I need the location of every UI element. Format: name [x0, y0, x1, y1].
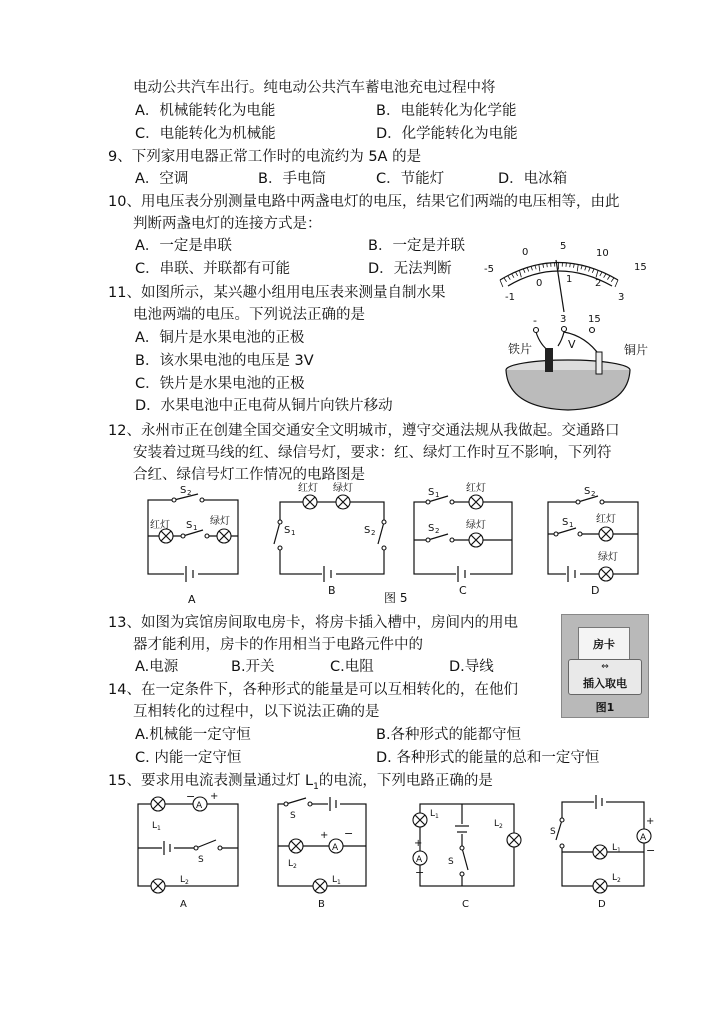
- svg-text:A: A: [332, 843, 339, 853]
- svg-text:−: −: [415, 866, 425, 879]
- svg-text:L: L: [494, 819, 500, 829]
- room-card-photo: [561, 614, 649, 718]
- scale-tick: [500, 280, 503, 287]
- scale-tick: [611, 278, 614, 282]
- svg-text:S: S: [364, 525, 371, 536]
- svg-text:1: 1: [435, 491, 440, 499]
- svg-text:1: 1: [193, 524, 198, 532]
- svg-text:2: 2: [371, 529, 376, 537]
- svg-text:S: S: [562, 517, 569, 528]
- svg-text:L: L: [332, 875, 338, 885]
- q8-stem: 电动公共汽车出行。纯电动公共汽车蓄电池充电过程中将: [133, 80, 496, 96]
- q8-option-d[interactable]: D．化学能转化为电能: [376, 126, 518, 142]
- svg-text:绿灯: 绿灯: [466, 520, 486, 531]
- q14-option-a[interactable]: A.机械能一定守恒: [135, 727, 251, 743]
- q9-option-b[interactable]: B．手电筒: [258, 171, 326, 187]
- scale-tick: [519, 270, 521, 277]
- scale-inner-4: 3: [618, 292, 625, 303]
- voltmeter-figure: [478, 240, 658, 415]
- figure-1-caption: 图1: [595, 701, 615, 714]
- svg-text:S: S: [284, 525, 291, 536]
- q13-option-b[interactable]: B.开关: [231, 659, 275, 675]
- q9-stem: 9、下列家用电器正常工作时的电流约为 5A 的是: [108, 149, 422, 165]
- figure-5-caption: 图 5: [384, 591, 408, 605]
- q14-stem-line1: 14、在一定条件下，各种形式的能量是可以互相转化的，在他们: [108, 682, 518, 698]
- svg-text:L: L: [152, 821, 158, 831]
- svg-text:−: −: [186, 790, 196, 803]
- svg-text:B: B: [328, 584, 336, 597]
- svg-text:A: A: [188, 593, 196, 606]
- scale-tick: [527, 267, 529, 271]
- terminal-3: 3: [560, 314, 567, 325]
- scale-tick: [543, 264, 544, 268]
- iron-plate: [545, 348, 553, 372]
- scale-tick: [547, 263, 548, 267]
- scale-tick: [581, 265, 582, 269]
- svg-text:绿灯: 绿灯: [333, 483, 353, 494]
- svg-text:A: A: [416, 855, 423, 865]
- q12-stem-line3: 合红、绿信号灯工作情况的电路图是: [133, 467, 365, 483]
- circuit-15-b: [278, 797, 366, 910]
- q9-option-c[interactable]: C．节能灯: [376, 171, 445, 187]
- svg-text:S: S: [290, 811, 296, 821]
- circuit-12-b: [274, 481, 390, 597]
- q12-stem-line2: 安装着过斑马线的红、绿信号灯，要求：红、绿灯工作时互不影响，下列符: [133, 445, 612, 461]
- scale-tick: [570, 263, 571, 267]
- scale-tick: [607, 276, 610, 280]
- svg-text:2: 2: [185, 879, 189, 886]
- meter-needle: [556, 260, 564, 312]
- svg-text:S: S: [180, 485, 187, 496]
- scale-tick: [539, 264, 540, 271]
- card-slot: ⇔ 插入取电: [568, 659, 642, 695]
- svg-text:A: A: [640, 833, 647, 843]
- q9-option-a[interactable]: A．空调: [135, 171, 189, 187]
- circuit-12-c: [414, 481, 512, 597]
- q10-stem-line2: 判断两盏电灯的连接方式是：: [133, 216, 322, 232]
- scale-inner-2: 1: [566, 274, 573, 285]
- svg-text:L: L: [180, 875, 186, 885]
- q8-option-b[interactable]: B．电能转化为化学能: [376, 103, 517, 119]
- q14-stem-line2: 互相转化的过程中，以下说法正确的是: [133, 704, 380, 720]
- svg-text:绿灯: 绿灯: [210, 516, 230, 527]
- svg-text:L: L: [430, 809, 436, 819]
- terminal-minus: -: [533, 314, 537, 327]
- scale-outer-3: 10: [596, 248, 609, 259]
- scale-inner-1: 0: [536, 278, 543, 289]
- svg-text:L: L: [612, 843, 618, 853]
- iron-label: 铁片: [508, 342, 533, 356]
- q8-option-a[interactable]: A．机械能转化为电能: [135, 103, 276, 119]
- q13-option-c[interactable]: C.电阻: [330, 659, 374, 675]
- q11-option-b[interactable]: B．该水果电池的电压是 3V: [135, 353, 314, 369]
- copper-label: 铜片: [624, 343, 649, 357]
- voltmeter-symbol: V: [568, 338, 576, 351]
- svg-text:D: D: [591, 584, 600, 597]
- scale-tick: [589, 267, 591, 271]
- svg-text:A: A: [180, 899, 187, 910]
- svg-text:红灯: 红灯: [466, 483, 486, 494]
- q8-option-c[interactable]: C．电能转化为机械能: [135, 126, 276, 142]
- q10-option-b[interactable]: B．一定是并联: [368, 238, 465, 254]
- svg-text:S: S: [428, 523, 435, 534]
- scale-tick: [531, 266, 532, 270]
- q10-stem-line1: 10、用电压表分别测量电路中两盏电灯的电压，结果它们两端的电压相等，由此: [108, 194, 620, 210]
- svg-text:1: 1: [291, 529, 296, 537]
- svg-text:1: 1: [157, 825, 161, 832]
- svg-text:C: C: [459, 584, 467, 597]
- svg-text:+: +: [320, 830, 329, 841]
- q13-stem-line1: 13、如图为宾馆房间取电房卡，将房卡插入槽中，房间内的用电: [108, 615, 518, 631]
- svg-text:1: 1: [617, 847, 621, 854]
- svg-text:+: +: [646, 816, 655, 827]
- scale-outer-1: 0: [522, 247, 529, 258]
- q11-option-c[interactable]: C．铁片是水果电池的正极: [135, 376, 305, 392]
- svg-text:红灯: 红灯: [150, 520, 170, 531]
- svg-text:B: B: [318, 899, 325, 910]
- svg-text:−: −: [646, 844, 656, 857]
- svg-text:1: 1: [337, 879, 341, 886]
- q15-stem: 15、要求用电流表测量通过灯 $L_1$的电流，下列电路正确的是: [108, 773, 493, 792]
- scale-inner-0: -1: [505, 292, 515, 303]
- scale-outer-0: -5: [484, 264, 494, 275]
- circuit-15-d: [550, 795, 655, 910]
- scale-tick: [504, 278, 507, 282]
- svg-text:S: S: [198, 855, 204, 865]
- fruit-bowl: [506, 370, 630, 410]
- q15-circuits: [128, 790, 668, 915]
- room-card: 房卡: [578, 627, 630, 663]
- scale-tick: [535, 265, 536, 269]
- q11-stem-line1: 11、如图所示，某兴趣小组用电压表来测量自制水果: [108, 285, 446, 301]
- scale-tick: [592, 269, 594, 273]
- svg-text:D: D: [598, 899, 606, 910]
- q14-option-c[interactable]: C. 内能一定守恒: [135, 750, 242, 766]
- svg-text:绿灯: 绿灯: [598, 552, 618, 563]
- scale-tick: [577, 264, 578, 271]
- svg-text:S: S: [448, 857, 454, 867]
- scale-tick: [596, 270, 598, 277]
- scale-outer-4: 15: [634, 262, 647, 273]
- svg-text:2: 2: [591, 490, 596, 498]
- q9-option-d[interactable]: D．电冰箱: [498, 171, 568, 187]
- scale-tick: [615, 280, 618, 287]
- circuit-12-d: [548, 486, 638, 597]
- svg-text:S: S: [584, 486, 591, 497]
- scale-tick: [523, 269, 525, 273]
- circuit-12-a: [148, 485, 238, 606]
- svg-text:−: −: [344, 827, 354, 840]
- svg-text:S: S: [428, 487, 435, 498]
- svg-text:红灯: 红灯: [596, 514, 616, 525]
- scale-tick: [573, 264, 574, 268]
- svg-text:L: L: [612, 873, 618, 883]
- q12-stem-line1: 12、永州市正在创建全国交通安全文明城市，遵守交通法规从我做起。交通路口: [108, 423, 620, 439]
- svg-text:1: 1: [435, 813, 439, 820]
- svg-text:2: 2: [293, 863, 297, 870]
- scale-inner-3: 2: [595, 278, 602, 289]
- q11-stem-line2: 电池两端的电压。下列说法正确的是: [133, 307, 365, 323]
- scale-tick: [512, 274, 514, 278]
- q14-option-b[interactable]: B.各种形式的能都守恒: [376, 727, 522, 743]
- svg-text:L: L: [288, 859, 294, 869]
- scale-tick: [508, 276, 511, 280]
- svg-text:2: 2: [499, 823, 503, 830]
- q12-circuits: [140, 484, 640, 614]
- svg-text:1: 1: [569, 521, 574, 529]
- svg-text:+: +: [210, 791, 219, 802]
- svg-text:+: +: [414, 838, 423, 849]
- svg-text:A: A: [196, 801, 203, 811]
- scale-tick: [585, 266, 586, 270]
- circuit-15-c: [413, 804, 521, 910]
- q10-option-c[interactable]: C．串联、并联都有可能: [135, 261, 291, 277]
- svg-text:S: S: [550, 827, 556, 837]
- q11-option-d[interactable]: D．水果电池中正电荷从铜片向铁片移动: [135, 398, 393, 414]
- q13-option-d[interactable]: D.导线: [449, 659, 494, 675]
- copper-plate: [596, 352, 602, 374]
- svg-text:红灯: 红灯: [298, 483, 318, 494]
- q11-option-a[interactable]: A．铜片是水果电池的正极: [135, 330, 305, 346]
- q10-option-a[interactable]: A．一定是串联: [135, 238, 232, 254]
- svg-text:2: 2: [435, 527, 440, 535]
- svg-text:2: 2: [187, 489, 192, 497]
- q14-option-d[interactable]: D. 各种形式的能量的总和一定守恒: [376, 750, 600, 766]
- terminal-15: 15: [588, 314, 601, 325]
- q13-option-a[interactable]: A.电源: [135, 659, 179, 675]
- scale-outer-2: 5: [560, 241, 567, 252]
- svg-text:C: C: [462, 899, 469, 910]
- scale-tick: [604, 274, 606, 278]
- insert-card-text: 插入取电: [583, 677, 627, 690]
- scale-tick: [600, 272, 602, 276]
- q13-stem-line2: 器才能利用，房卡的作用相当于电路元件中的: [133, 637, 423, 653]
- svg-text:2: 2: [617, 877, 621, 884]
- q10-option-d[interactable]: D．无法判断: [368, 261, 452, 277]
- svg-text:S: S: [186, 520, 193, 531]
- circuit-15-a: [138, 790, 238, 910]
- scale-tick: [516, 272, 518, 276]
